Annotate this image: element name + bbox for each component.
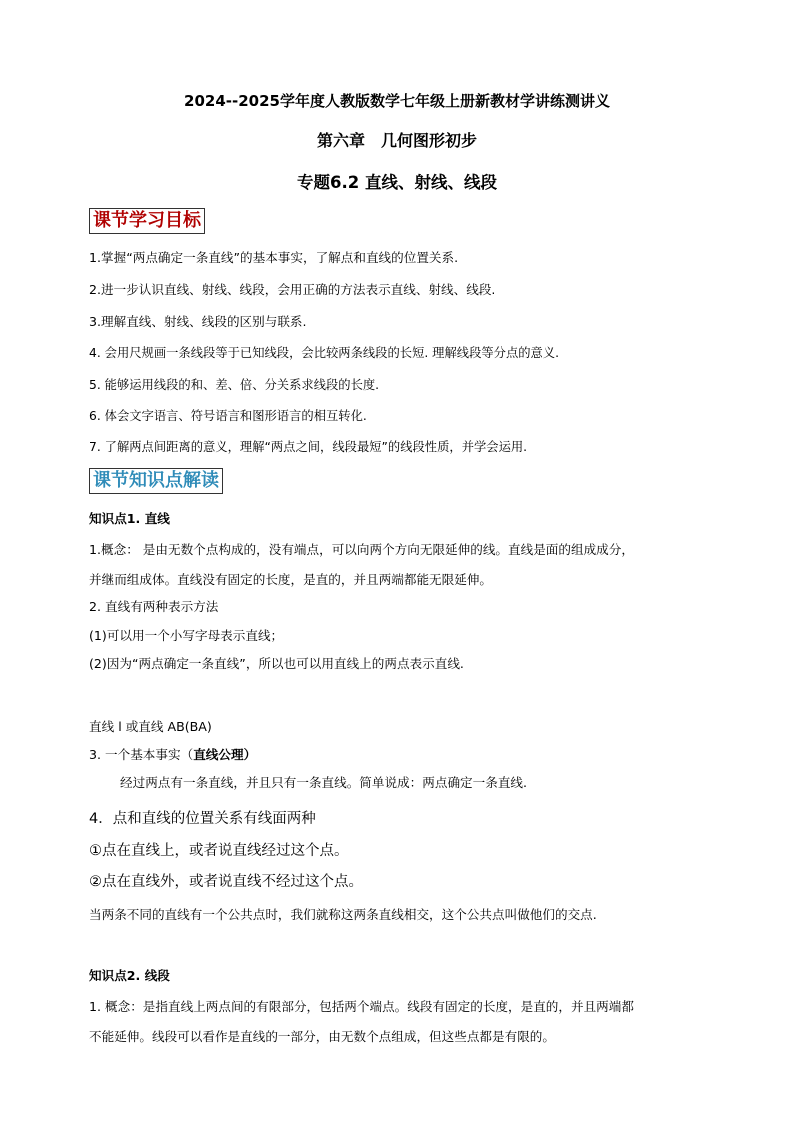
objective-item: 2.进一步认识直线、射线、线段，会用正确的方法表示直线、射线、线段. — [89, 282, 496, 297]
kp1-fact-heading — [89, 746, 256, 764]
kp1-position2: ②点在直线外，或者说直线不经过这个点。 — [89, 874, 363, 890]
objective-item: 4. 会用尺规画一条线段等于已知线段，会比较两条线段的长短. 理解线段等分点的意义. — [89, 346, 560, 360]
kp1-concept-line2: 并继而组成体。直线没有固定的长度，是直的，并且两端都能无限延伸。 — [89, 572, 492, 587]
kp1-fact-bold: 直线公理） — [193, 747, 257, 762]
kp1-title: 知识点1. 直线 — [89, 511, 170, 526]
topic-title: 专题6.2 直线、射线、线段 — [297, 173, 497, 192]
chapter-title: 第六章 几何图形初步 — [316, 131, 477, 150]
kp2-concept-line2: 不能延伸。线段可以看作是直线的一部分，由无数个点组成，但这些点都是有限的。 — [89, 1029, 555, 1044]
objective-item: 3.理解直线、射线、线段的区别与联系. — [89, 314, 307, 329]
kp1-position1: ①点在直线上，或者说直线经过这个点。 — [89, 843, 349, 859]
kp1-fact-prefix: 3. 一个基本事实（ — [89, 747, 194, 762]
kp1-method2: (2)因为“两点确定一条直线”，所以也可以用直线上的两点表示直线. — [89, 656, 464, 671]
kp1-methods-title: 2. 直线有两种表示方法 — [89, 599, 219, 614]
kp1-concept-line1: 1.概念： 是由无数个点构成的，没有端点，可以向两个方向无限延伸的线。直线是面的组成成分， — [89, 542, 634, 557]
knowledge-heading: 课节知识点解读 — [89, 468, 223, 494]
objective-item: 7. 了解两点间距离的意义，理解“两点之间，线段最短”的线段性质，并学会运用. — [89, 440, 528, 454]
kp1-method1: (1)可以用一个小写字母表示直线； — [89, 628, 284, 643]
kp1-intersect: 当两条不同的直线有一个公共点时，我们就称这两条直线相交，这个公共点叫做他们的交点. — [89, 907, 597, 922]
objective-item: 5. 能够运用线段的和、差、倍、分关系求线段的长度. — [89, 378, 380, 392]
objective-item: 1.掌握“两点确定一条直线”的基本事实，了解点和直线的位置关系. — [89, 250, 459, 265]
objectives-heading: 课节学习目标 — [89, 208, 205, 234]
kp2-concept-line1: 1. 概念：是指直线上两点间的有限部分，包括两个端点。线段有固定的长度，是直的，并且两端都 — [89, 999, 634, 1014]
kp1-fact-text: 经过两点有一条直线，并且只有一条直线。简单说成：两点确定一条直线. — [120, 775, 528, 790]
document-title: 2024--2025学年度人教版数学七年级上册新教材学讲练测讲义 — [184, 92, 610, 110]
kp2-title: 知识点2. 线段 — [89, 968, 170, 983]
kp1-position-title: 4．点和直线的位置关系有线面两种 — [89, 811, 316, 827]
objective-item: 6. 体会文字语言、符号语言和图形语言的相互转化. — [89, 409, 367, 423]
kp1-example: 直线 l 或直线 AB(BA) — [89, 719, 212, 734]
